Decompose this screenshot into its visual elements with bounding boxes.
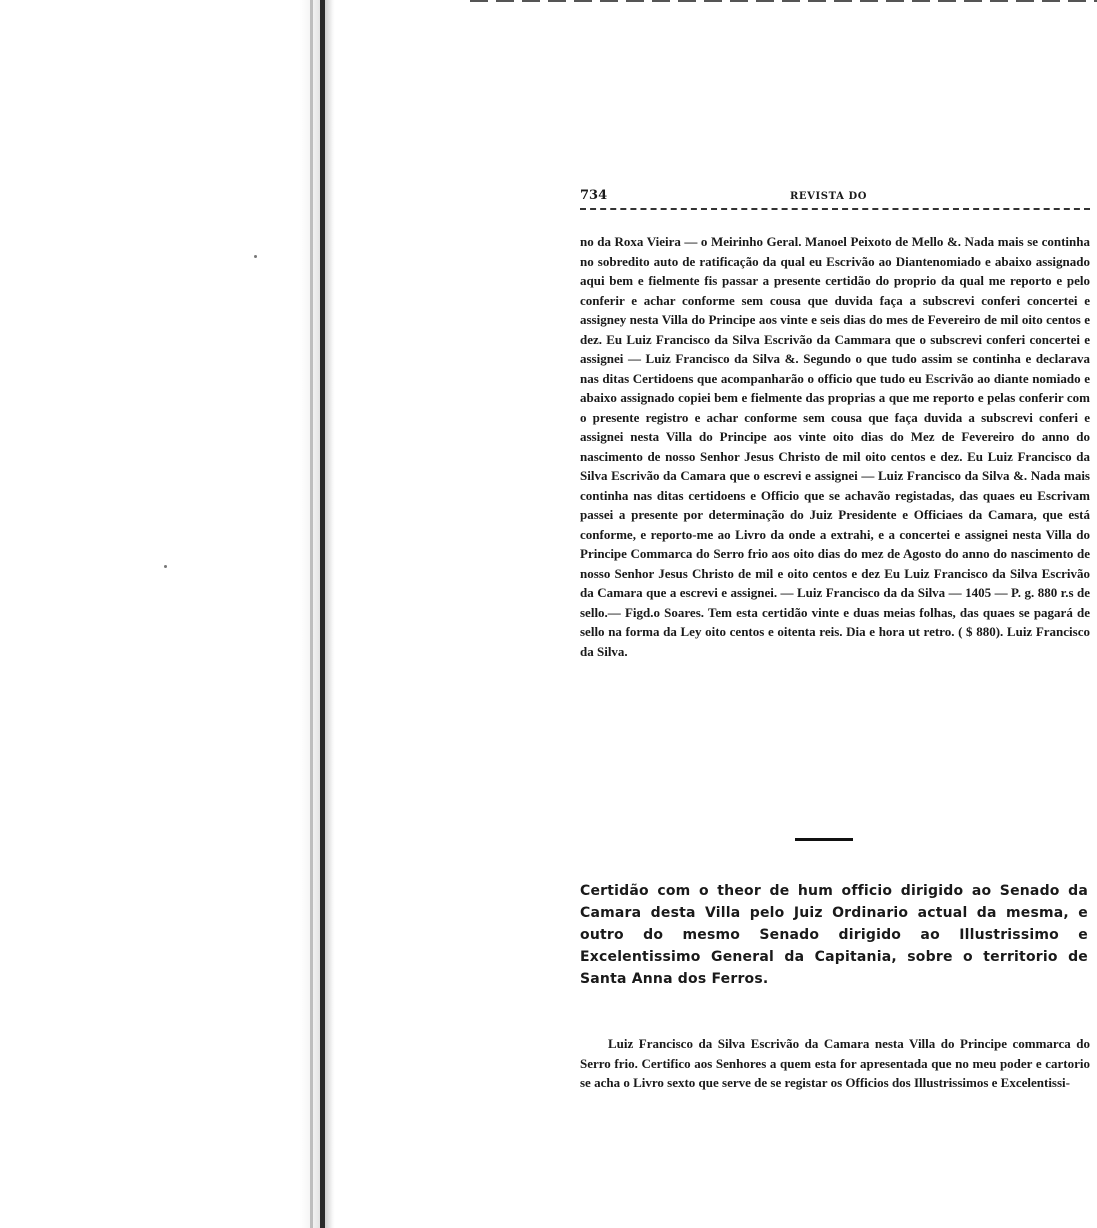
page-header bbox=[580, 188, 1090, 210]
body-text bbox=[580, 232, 1090, 661]
book-spine bbox=[320, 0, 325, 1228]
section-divider bbox=[795, 838, 853, 841]
scan-top-edge bbox=[470, 0, 1097, 2]
section-heading bbox=[580, 880, 1088, 990]
body-text-2 bbox=[580, 1034, 1090, 1093]
paragraph: Luiz Francisco da Silva Escrivão da Camara nesta Villa do Principe commarca do Serro frio. Certifico aos Senhores a quem esta for apresentada que no meu poder e cartorio se acha o Livro sexto que serve de se registar os Officios dos Illustrissimos e Excelentissi- bbox=[580, 1036, 1090, 1090]
spine-shadow bbox=[310, 0, 313, 1228]
paragraph: no da Roxa Vieira — o Meirinho Geral. Manoel Peixoto de Mello &. Nada mais se continha no sobredito auto de ratificação da qual eu Escrivão ao Diantenomiado e abaixo assignado aqui bem e fielmente fis passar a presente certidão do proprio da qual me reporto e pelo conferir e achar conforme sem cousa que duvida faça a subscrevi conferi concertei e assigney nesta Villa do Principe aos vinte e seis dias do mes de Fevereiro de mil oito centos e dez. Eu Luiz Francisco da Silva Escrivão da Cammara que o subscrevi conferi concertei e assignei — Luiz Francisco da Silva &. Segundo o que tudo assim se continha e declarava nas ditas Certidoens que acompanharão o officio que tudo eu Escrivão ao diante nomiado e abaixo assignado copiei bem e fielmente das proprias a que me reporto e pelas conferir com o presente registro e achar conforme sem cousa que faça duvida a subscrevi conferi e assignei nesta Villa do Principe aos vinte oito dias do Mez de Fevereiro do anno do nascimento de nosso Senhor Jesus Christo de mil oito centos e dez. Eu Luiz Francisco da Silva Escrivão da Camara que o escrevi e assignei — Luiz Francisco da Silva &. Nada mais continha nas ditas certidoens e Officio que se achavão registadas, das quaes eu Escrivam passei a presente por determinação do Juiz Presidente e Officiaes da Camara, que está conforme, e reporto-me ao Livro da onde a extrahi, e a concertei e assignei nesta Villa do Principe Commarca do Serro frio aos oito dias do mez de Agosto do anno do nascimento de nosso Senhor Jesus Christo de mil e oito centos e dez Eu Luiz Francisco da Silva Escrivão da Camara que a escrevi e assignei. — Luiz Francisco da da Silva — 1405 — P. g. 880 r.s de sello.— Figd.o Soares. Tem esta certidão vinte e duas meias folhas, das quaes se pagará de sello na forma da Ley oito centos e oitenta reis. Dia e hora ut retro. ( $ 880). Luiz Francisco da Silva. bbox=[580, 234, 1090, 659]
scan-speck bbox=[164, 565, 167, 568]
scan-speck bbox=[254, 255, 257, 258]
book-gutter bbox=[0, 0, 335, 1228]
running-head: REVISTA DO bbox=[790, 191, 868, 202]
page-number: 734 bbox=[580, 188, 608, 203]
heading-text: Certidão com o theor de hum officio dirigido ao Senado da Camara desta Villa pelo Juiz Ordinario actual da mesma, e outro do mesmo Senado dirigido ao Illustrissimo e Excelentissimo General da Capitania, sobre o territorio de Santa Anna dos Ferros. bbox=[580, 883, 1088, 987]
